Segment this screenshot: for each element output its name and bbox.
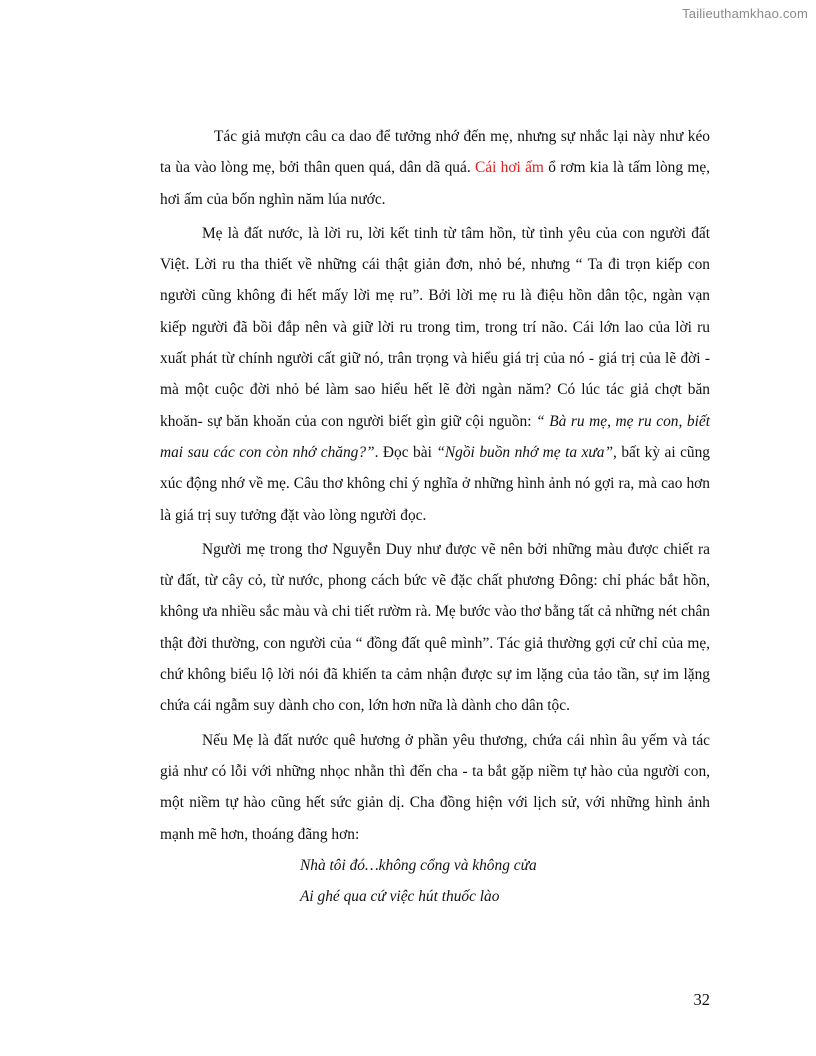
page-number: 32 bbox=[693, 990, 710, 1009]
poem-excerpt bbox=[300, 850, 710, 912]
paragraph-4: Nếu Mẹ là đất nước quê hương ở phần yêu thương, chứa cái nhìn âu yếm và tác giả như có lỗi với những nhọc nhằn thì đến cha - ta bắt gặp niềm tự hào của người con, một niềm tự hào cũng hết sức giản dị. Cha đồng hiện với lịch sử, với những hình ảnh mạnh mẽ hơn, thoáng đãng hơn: bbox=[160, 731, 710, 843]
document-body bbox=[160, 121, 710, 912]
quote-italic-1: “ Bà ru mẹ, mẹ ru con, biết mai sau các con còn nhớ chăng?” bbox=[160, 412, 710, 461]
poem-line-1: Nhà tôi đó…không cổng và không cửa bbox=[300, 856, 537, 874]
paragraph-2-text-b: . Đọc bài bbox=[374, 443, 437, 461]
paragraph-3: Người mẹ trong thơ Nguyễn Duy như được vẽ nên bởi những màu được chiết ra từ đất, từ cây cỏ, từ nước, phong cách bức vẽ đặc chất phương Đông: chỉ phác bắt hồn, không ưa nhiều sắc màu và chi tiết rườm rà. Mẹ bước vào thơ bằng tất cả những nét chân thật đời thường, con người của “ đồng đất quê mình”. Tác giả thường gợi cử chỉ của mẹ, chứ không biểu lộ lời nói đã khiến ta cảm nhận được sự im lặng của tảo tần, sự im lặng chứa cái ngẫm suy dành cho con, lớn hơn nữa là dành cho dân tộc. bbox=[160, 540, 710, 715]
paragraph-1-text-b: ổ rơm kia là tấm lòng mẹ, hơi ấm của bốn nghìn năm lúa nước. bbox=[160, 159, 710, 208]
poem-line-2: Ai ghé qua cứ việc hút thuốc lào bbox=[300, 887, 500, 905]
watermark-text: Tailieuthamkhao.com bbox=[682, 6, 808, 21]
paragraph-2-text-a: Mẹ là đất nước, là lời ru, lời kết tinh từ tâm hồn, từ tình yêu của con người đất Việt. Lời ru tha thiết về những cái thật giản đơn, nhỏ bé, nhưng “ Ta đi trọn kiếp con người cũng không đi hết mấy lời mẹ ru”. Bởi lời mẹ ru là điệu hồn dân tộc, ngàn vạn kiếp người đã bồi đắp nên và giữ lời ru trong tim, trong trí não. Cái lớn lao của lời ru xuất phát từ chính người cất giữ nó, trân trọng và hiểu giá trị của nó - giá trị của lẽ đời - mà một cuộc đời nhỏ bé làm sao hiểu hết lẽ đời ngàn năm? Có lúc tác giả chợt băn khoăn- sự băn khoăn của con người biết gìn giữ cội nguồn: bbox=[160, 224, 710, 430]
paragraph-2-text-c: , bất kỳ ai cũng xúc động nhớ về mẹ. Câu thơ không chỉ ý nghĩa ở những hình ảnh nó gợi ra, mà cao hơn là giá trị suy tưởng đặt vào lòng người đọc. bbox=[160, 443, 710, 524]
highlighted-phrase: Cái hơi ấm bbox=[475, 159, 544, 177]
paragraph-1-text-a: Tác giả mượn câu ca dao để tưởng nhớ đến mẹ, nhưng sự nhắc lại này như kéo ta ùa vào lòng mẹ, bởi thân quen quá, dân dã quá. bbox=[160, 128, 710, 177]
paragraph-1 bbox=[160, 121, 710, 215]
paragraph-2 bbox=[160, 218, 710, 531]
quote-italic-2: “Ngồi buồn nhớ mẹ ta xưa” bbox=[436, 443, 614, 461]
